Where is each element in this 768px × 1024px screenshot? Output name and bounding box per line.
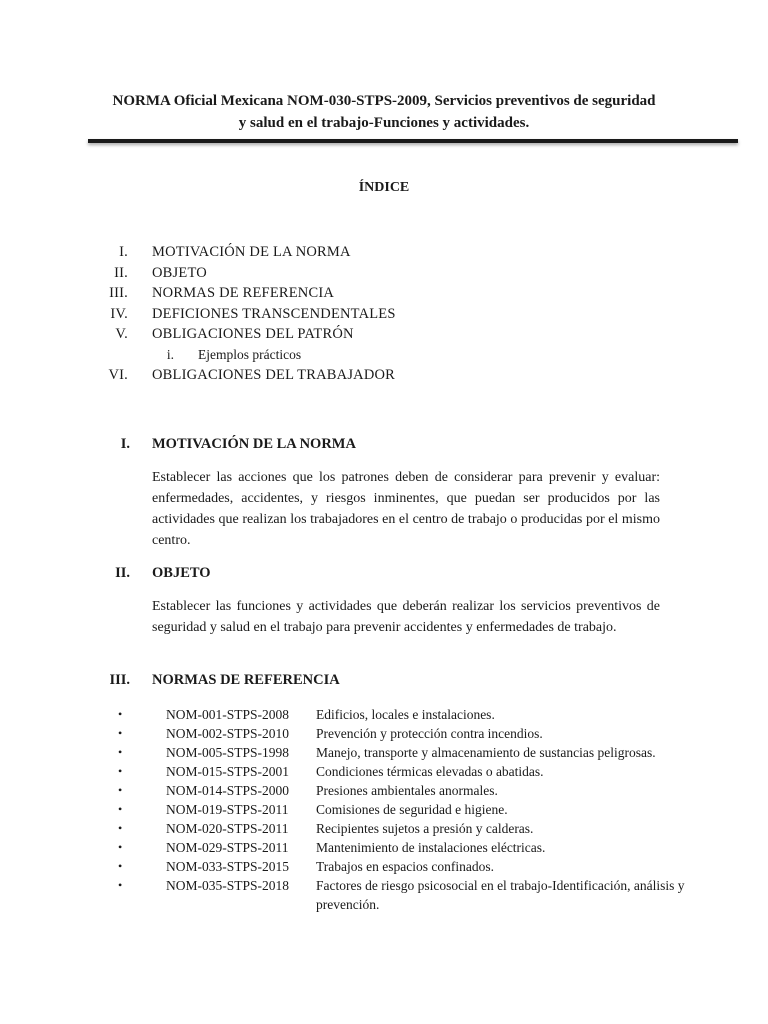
title-line-2: y salud en el trabajo-Funciones y actividades.	[238, 115, 530, 131]
reference-description: Prevención y protección contra incendios.	[316, 726, 543, 741]
reference-list	[0, 705, 768, 914]
toc-item-number: V.	[115, 326, 128, 342]
bullet-icon: •	[118, 764, 123, 778]
bullet-icon: •	[118, 821, 123, 835]
toc-item-number: IV.	[110, 305, 128, 322]
bullet-icon: •	[118, 802, 123, 816]
section-paragraph: Establecer las acciones que los patrones deben de considerar para prevenir y evaluar: enfermedades, accidentes, y riesgos inminentes, que puedan ser producidos por las actividades que realizan los trabajadores en el centro de trabajo o producidas por el mismo centro.	[152, 470, 660, 548]
toc-item	[0, 306, 768, 327]
reference-description: Factores de riesgo psicosocial en el trabajo-Identificación, análisis y prevención.	[316, 878, 685, 912]
section-title: NORMAS DE REFERENCIA	[152, 672, 340, 688]
toc-item-label: DEFICIONES TRANSCENDENTALES	[152, 305, 396, 322]
toc-item-number: VI.	[108, 367, 128, 383]
toc-item	[0, 326, 768, 347]
toc-item-label: NORMAS DE REFERENCIA	[152, 285, 335, 301]
title-divider	[88, 139, 738, 143]
toc-item-number: II.	[114, 264, 128, 281]
section-heading	[0, 436, 768, 456]
toc-item	[0, 244, 768, 265]
reference-description: Edificios, locales e instalaciones.	[316, 707, 495, 722]
toc-item-number: III.	[109, 285, 128, 301]
section-heading	[0, 672, 768, 692]
section-number: III.	[109, 672, 130, 688]
list-item	[0, 838, 768, 857]
toc-sub-item	[0, 347, 768, 368]
reference-description: Presiones ambientales anormales.	[316, 783, 498, 798]
reference-code: NOM-033-STPS-2015	[166, 859, 290, 874]
index-title: ÍNDICE	[358, 180, 410, 195]
section-paragraph: Establecer las funciones y actividades que deberán realizar los servicios preventivos de seguridad y salud en el trabajo para prevenir accidentes y enfermedades de trabajo.	[152, 599, 660, 635]
bullet-icon: •	[118, 726, 123, 740]
section-title: OBJETO	[152, 565, 211, 581]
bullet-icon: •	[118, 745, 123, 759]
reference-code: NOM-029-STPS-2011	[166, 840, 289, 855]
section-title: MOTIVACIÓN DE LA NORMA	[152, 436, 356, 452]
reference-description: Manejo, transporte y almacenamiento de sustancias peligrosas.	[316, 745, 656, 760]
list-item	[0, 743, 768, 762]
reference-code: NOM-015-STPS-2001	[166, 764, 290, 779]
document-title	[90, 90, 678, 134]
reference-code: NOM-035-STPS-2018	[166, 878, 290, 893]
toc-item	[0, 285, 768, 306]
list-item	[0, 762, 768, 781]
list-item	[0, 819, 768, 838]
reference-description: Trabajos en espacios confinados.	[316, 859, 494, 874]
toc-item-number: I.	[119, 244, 128, 260]
section-number: II.	[115, 565, 130, 581]
toc-sub-item-label: Ejemplos prácticos	[198, 346, 302, 362]
bullet-icon: •	[118, 878, 123, 892]
table-of-contents	[0, 244, 768, 388]
toc-sub-item-number: i.	[166, 346, 174, 362]
reference-description: Comisiones de seguridad e higiene.	[316, 802, 508, 817]
reference-code: NOM-005-STPS-1998	[166, 745, 290, 760]
list-item	[0, 705, 768, 724]
list-item	[0, 724, 768, 743]
list-item	[0, 857, 768, 876]
list-item	[0, 800, 768, 819]
reference-code: NOM-020-STPS-2011	[166, 821, 289, 836]
toc-item-label: MOTIVACIÓN DE LA NORMA	[152, 244, 351, 260]
bullet-icon: •	[118, 840, 123, 854]
list-item	[0, 876, 768, 914]
list-item	[0, 781, 768, 800]
bullet-icon: •	[118, 859, 123, 873]
reference-code: NOM-002-STPS-2010	[166, 726, 290, 741]
reference-code: NOM-019-STPS-2011	[166, 802, 289, 817]
section-number: I.	[120, 436, 130, 452]
section-heading	[0, 565, 768, 585]
reference-description: Mantenimiento de instalaciones eléctricas.	[316, 840, 546, 855]
title-line-1: NORMA Oficial Mexicana NOM-030-STPS-2009, Servicios preventivos de seguridad	[112, 93, 656, 109]
toc-item-label: OBLIGACIONES DEL TRABAJADOR	[152, 367, 396, 383]
toc-item	[0, 265, 768, 286]
reference-code: NOM-001-STPS-2008	[166, 707, 290, 722]
toc-item-label: OBLIGACIONES DEL PATRÓN	[152, 326, 354, 342]
bullet-icon: •	[118, 783, 123, 797]
toc-item	[0, 367, 768, 388]
reference-description: Recipientes sujetos a presión y calderas.	[316, 821, 534, 836]
reference-code: NOM-014-STPS-2000	[166, 783, 290, 798]
reference-description: Condiciones térmicas elevadas o abatidas.	[316, 764, 544, 779]
toc-item-label: OBJETO	[152, 264, 207, 281]
bullet-icon: •	[118, 707, 123, 721]
